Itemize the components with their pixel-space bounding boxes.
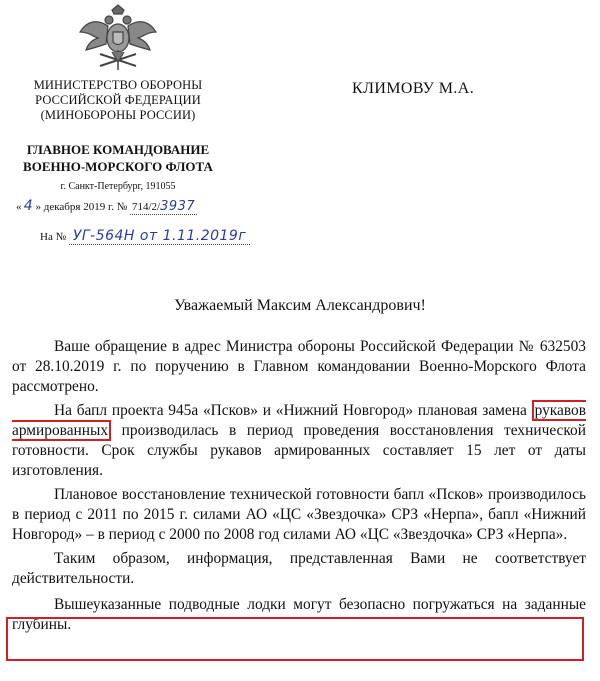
handwritten-outgoing-number: 3937	[160, 199, 196, 214]
paragraph-3: Плановое восстановление технической готовности бапл «Псков» производилось в период с 2011 по 2015 г. силами АО «ЦС «Звездочка» СРЗ «Нерпа», бапл «Нижний Новгород» – в период с 2000 по 2008 год силами АО «ЦС «Звездочка» СРЗ «Нерпа».	[12, 486, 586, 543]
redacted-address	[338, 116, 576, 214]
paragraph-5: Вышеуказанные подводные лодки могут безопасно погружаться на заданные глубины.	[12, 596, 586, 633]
outgoing-date-line	[16, 198, 197, 215]
paragraph-4: Таким образом, информация, представленная Вами не соответствует действительности.	[12, 550, 586, 587]
outgoing-number	[130, 199, 197, 215]
ministry-name	[0, 78, 236, 123]
handwritten-reference: УГ-564Н от 1.11.2019г	[69, 228, 250, 245]
paragraph-1: Ваше обращение в адрес Министра обороны Российской Федерации № 632503 от 28.10.2019 г. по поручению в Главном командовании Военно-Морского Флота рассмотрено.	[12, 338, 586, 395]
outgoing-number-printed: 714/2/	[131, 201, 161, 213]
greeting: Уважаемый Максим Александрович!	[174, 297, 426, 314]
date-rest: декабря 2019 г. №	[43, 201, 128, 213]
highlighted-phrase: рукавов армированных	[12, 402, 586, 439]
letter-body	[12, 337, 586, 639]
navy-emblem-icon	[78, 4, 158, 74]
ministry-line: МИНИСТЕРСТВО ОБОРОНЫ	[33, 78, 203, 92]
command-line: ВОЕННО-МОРСКОГО ФЛОТА	[23, 159, 213, 174]
paragraph-2	[12, 401, 586, 481]
city-address: г. Санкт-Петербург, 191055	[60, 181, 176, 192]
date-open-quote: «	[16, 201, 22, 213]
ministry-line: (МИНОБОРОНЫ РОССИИ)	[40, 108, 196, 122]
date-close-quote: »	[35, 201, 41, 213]
highlight-box	[6, 617, 584, 661]
command-name	[0, 141, 236, 175]
ministry-line: РОССИЙСКОЙ ФЕДЕРАЦИИ	[35, 93, 201, 107]
paragraph-2-end: производилась в период проведения восстановления технической готовности. Срок службы рукавов армированных составляет 15 лет от даты изготовления.	[12, 422, 586, 479]
reference-label: На №	[40, 231, 67, 243]
reference-line	[40, 228, 250, 245]
command-line: ГЛАВНОЕ КОМАНДОВАНИЕ	[26, 142, 210, 157]
addressee: КЛИМОВУ М.А.	[352, 80, 475, 97]
paragraph-2-start: На бапл проекта 945а «Псков» и «Нижний Новгород» плановая замена	[54, 402, 532, 419]
handwritten-day: 4	[23, 198, 34, 214]
